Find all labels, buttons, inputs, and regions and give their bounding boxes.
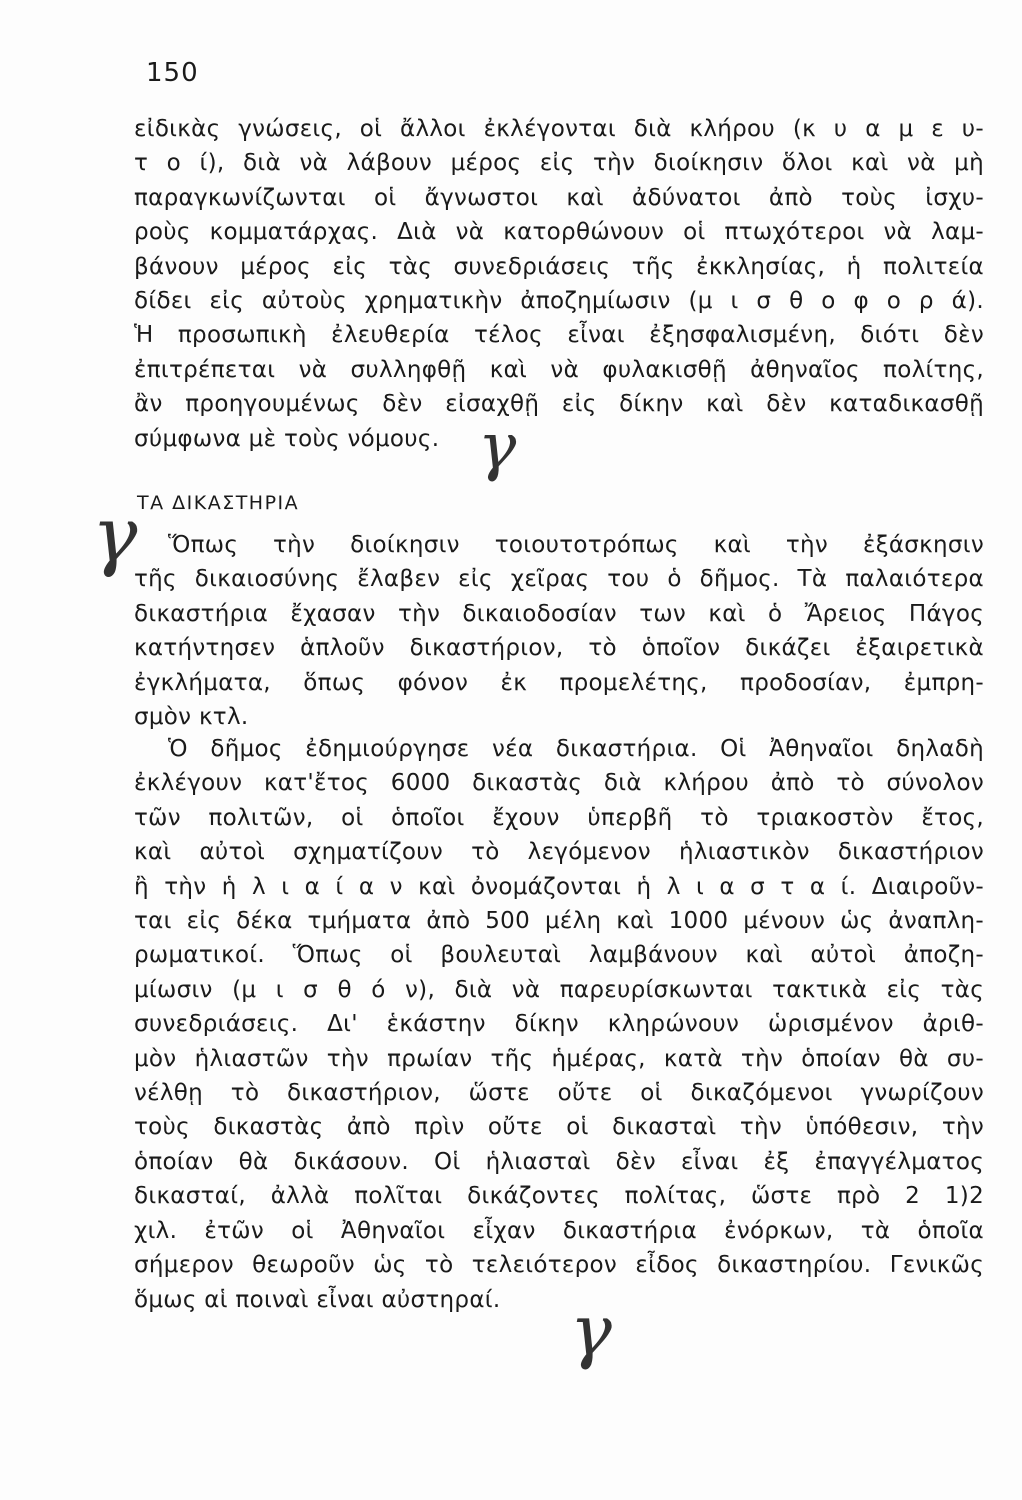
text-line: δικαστήρια ἔχασαν τὴν δικαιοδοσίαν των καὶ ὁ Ἄρειος Πάγος [134, 600, 984, 627]
text-line: εἰδικὰς γνώσεις, οἱ ἄλλοι ἐκλέγονται διὰ κλήρου (κ υ α μ ε υ- [134, 116, 984, 142]
handwritten-mark: γ [92, 490, 138, 579]
handwritten-mark: γ [478, 410, 517, 484]
text-line: καὶ αὐτοὶ σχηματίζουν τὸ λεγόμενον ἡλιαστικὸν δικαστήριον [134, 839, 984, 866]
text-line: Ἡ προσωπικὴ ἐλευθερία τέλος εἶναι ἐξησφαλισμένη, διότι δὲν [134, 322, 984, 349]
text-line: βάνουν μέρος εἰς τὰς συνεδριάσεις τῆς ἐκκλησίας, ἡ πολιτεία [134, 253, 984, 280]
text-line: τῆς δικαιοσύνης ἔλαβεν εἰς χεῖρας του ὁ δῆμος. Τὰ παλαιότερα [134, 566, 984, 593]
text-line: μὸν ἡλιαστῶν τὴν πρωίαν τῆς ἡμέρας, κατὰ τὴν ὁποίαν θὰ συ- [134, 1045, 984, 1072]
text-line: παραγκωνίζωνται οἱ ἄγνωστοι καὶ ἀδύνατοι ἀπὸ τοὺς ἰσχυ- [134, 184, 984, 211]
text-line: νέλθῃ τὸ δικαστήριον, ὥστε οὔτε οἱ δικαζόμενοι γνωρίζουν [134, 1080, 984, 1107]
text-line: συνεδριάσεις. Δι' ἑκάστην δίκην κληρώνουν ὡρισμένον ἀριθ- [134, 1011, 984, 1038]
text-line: τῶν πολιτῶν, οἱ ὁποῖοι ἔχουν ὑπερβῆ τὸ τριακοστὸν ἔτος, [134, 804, 984, 831]
text-line: δικασταί, ἀλλὰ πολῖται δικάζοντες πολίτας, ὥστε πρὸ 2 1)2 [134, 1183, 984, 1210]
text-line: χιλ. ἐτῶν οἱ Ἀθηναῖοι εἶχαν δικαστήρια ἐνόρκων, τὰ ὁποῖα [134, 1217, 984, 1244]
text-line: ἐγκλήματα, ὅπως φόνον ἐκ προμελέτης, προδοσίαν, ἐμπρη- [134, 669, 984, 696]
section-heading: ΤΑ ΔΙΚΑΣΤΗΡΙΑ [137, 492, 300, 514]
text-line: ἐκλέγουν κατ'ἔτος 6000 δικαστὰς διὰ κλήρου ἀπὸ τὸ σύνολον [134, 770, 984, 797]
handwritten-mark: γ [570, 1290, 612, 1372]
text-line: ὅμως αἱ ποιναὶ εἶναι αὐστηραί. [134, 1286, 501, 1313]
text-line: Ὁ δῆμος ἐδημιούργησε νέα δικαστήρια. Οἱ Ἀθηναῖοι δηλαδὴ [168, 736, 984, 762]
text-line: ἢ τὴν ἡ λ ι α ί α ν καὶ ὀνομάζονται ἡ λ ι α σ τ α ί. Διαιροῦν- [134, 873, 984, 900]
text-line: σμὸν κτλ. [134, 704, 249, 731]
text-line: σύμφωνα μὲ τοὺς νόμους. [134, 425, 440, 452]
paragraph-3 [134, 732, 984, 1317]
text-line: ἂν προηγουμένως δὲν εἰσαχθῇ εἰς δίκην καὶ δὲν καταδικασθῇ [134, 391, 984, 418]
text-line: δίδει εἰς αὐτοὺς χρηματικὴν ἀποζημίωσιν (μ ι σ θ ο φ ο ρ ά). [134, 288, 984, 315]
text-line: τ ο ί), διὰ νὰ λάβουν μέρος εἰς τὴν διοίκησιν ὅλοι καὶ νὰ μὴ [134, 150, 984, 177]
text-line: ἐπιτρέπεται νὰ συλληφθῇ καὶ νὰ φυλακισθῇ ἀθηναῖος πολίτης, [134, 356, 984, 383]
text-line: μίωσιν (μ ι σ θ ό ν), διὰ νὰ παρευρίσκωνται τακτικὰ εἰς τὰς [134, 976, 984, 1003]
text-line: Ὅπως τὴν διοίκησιν τοιουτοτρόπως καὶ τὴν ἐξάσκησιν [168, 532, 984, 558]
text-line: ὁποίαν θὰ δικάσουν. Οἱ ἡλιασταὶ δὲν εἶναι ἐξ ἐπαγγέλματος [134, 1148, 984, 1175]
text-line: ροὺς κομματάρχας. Διὰ νὰ κατορθώνουν οἱ πτωχότεροι νὰ λαμ- [134, 219, 984, 246]
page-number: 150 [146, 58, 199, 88]
text-line: τοὺς δικαστὰς ἀπὸ πρὶν οὔτε οἱ δικασταὶ τὴν ὑπόθεσιν, τὴν [134, 1114, 984, 1141]
text-line: ται εἰς δέκα τμήματα ἀπὸ 500 μέλη καὶ 1000 μένουν ὡς ἀναπλη- [134, 908, 984, 935]
text-line: σήμερον θεωροῦν ὡς τὸ τελειότερον εἶδος δικαστηρίου. Γενικῶς [134, 1252, 984, 1279]
text-line: ρωματικοί. Ὅπως οἱ βουλευταὶ λαμβάνουν καὶ αὐτοὶ ἀποζη- [134, 942, 984, 969]
paragraph-1 [134, 112, 984, 456]
text-line: κατήντησεν ἁπλοῦν δικαστήριον, τὸ ὁποῖον δικάζει ἐξαιρετικὰ [134, 635, 984, 662]
paragraph-2 [134, 528, 984, 734]
